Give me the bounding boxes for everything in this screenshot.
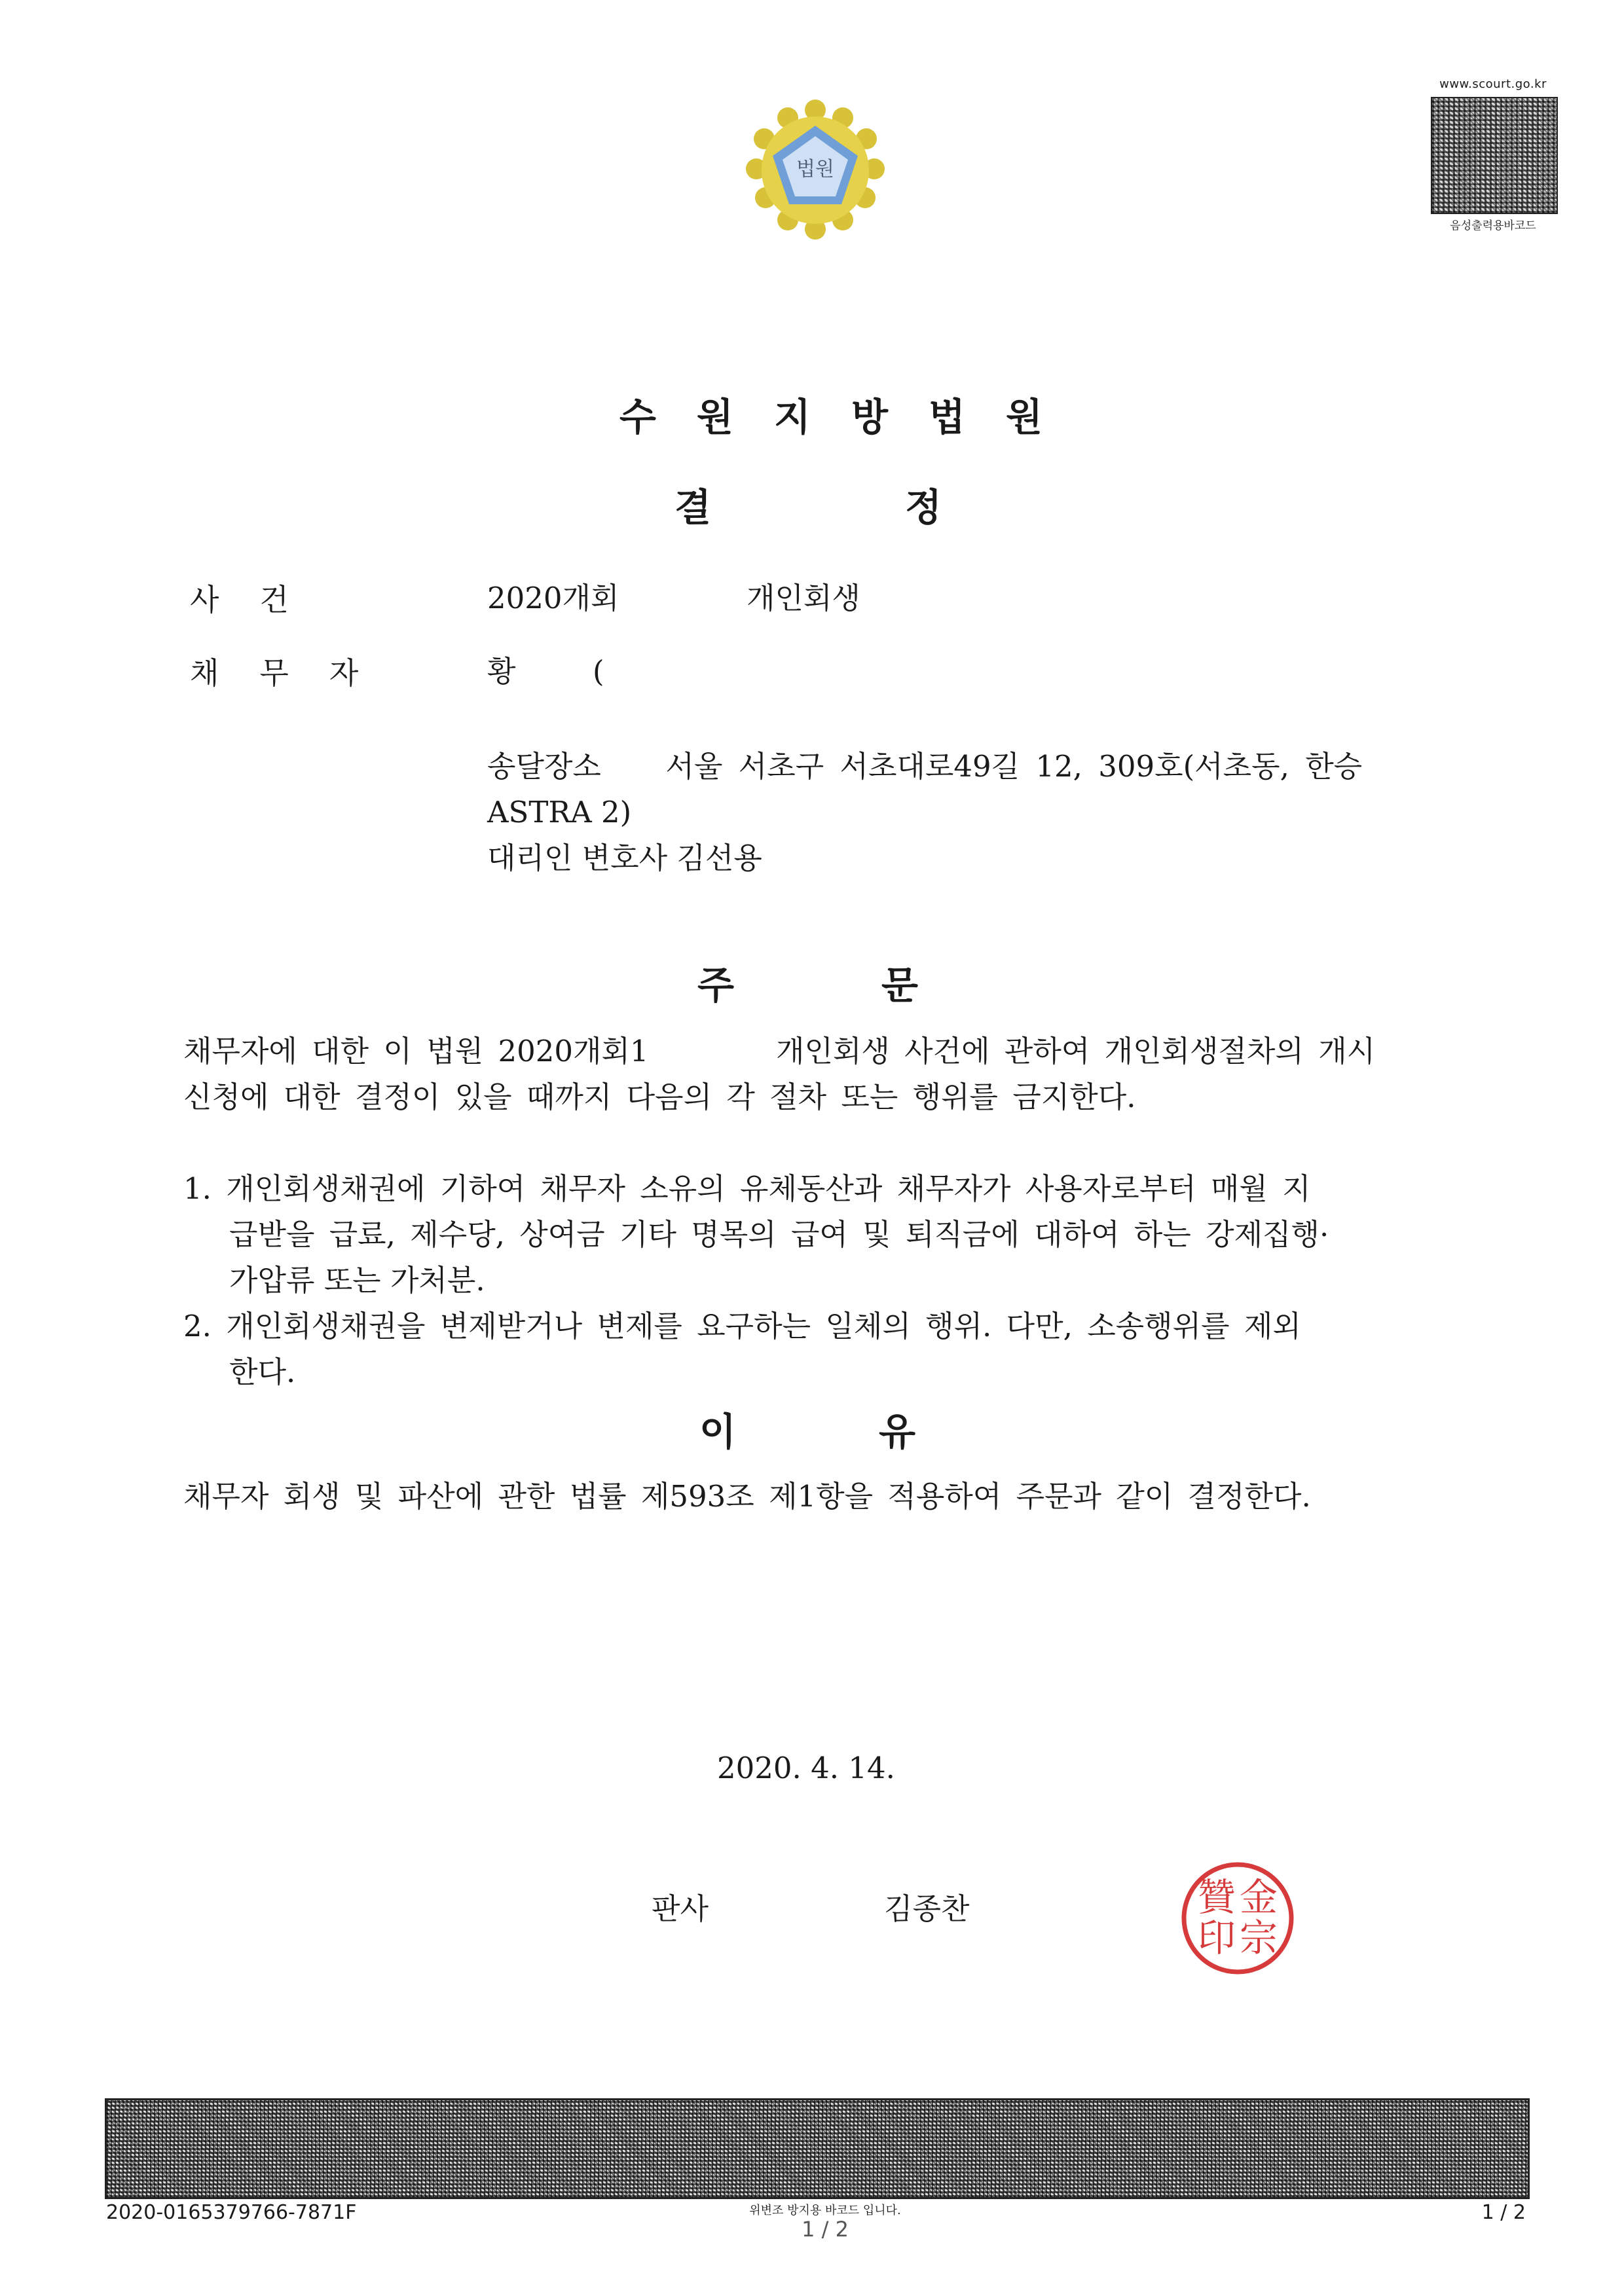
order-item1-line3: 가압류 또는 가처분. <box>229 1263 485 1298</box>
order-item2-line2: 한다. <box>229 1355 296 1389</box>
reason-heading-right: 유 <box>879 1410 916 1454</box>
seal-char-4: 印 <box>1197 1916 1236 1960</box>
order-intro-1b: 개인회생 사건에 관하여 개인회생절차의 개시 <box>776 1034 1376 1068</box>
barcode-note: 위변조 방지용 바코드 입니다. <box>749 2204 901 2217</box>
address-line2: ASTRA 2) <box>487 795 632 829</box>
seal-char-3: 贊 <box>1197 1875 1236 1920</box>
case-number: 2020개회 <box>487 581 619 615</box>
judge-name: 김종찬 <box>884 1891 970 1926</box>
debtor-label: 채무자 <box>190 655 399 691</box>
order-item1-line2: 급받을 급료, 제수당, 상여금 기타 명목의 급여 및 퇴직금에 대하여 하는 강제집행· <box>229 1217 1329 1252</box>
decision-date: 2020. 4. 14. <box>717 1751 895 1785</box>
seal-char-2: 宗 <box>1239 1916 1278 1960</box>
reason-text: 채무자 회생 및 파산에 관한 법률 제593조 제1항을 적용하여 주문과 같이 결정한다. <box>183 1479 1311 1514</box>
order-heading-left: 주 <box>697 963 735 1008</box>
address-label: 송달장소 <box>487 749 601 784</box>
order-heading-right: 문 <box>881 963 919 1008</box>
page-number-right: 1 / 2 <box>1481 2201 1526 2224</box>
judge-seal <box>1179 1859 1297 1977</box>
seal-char-1: 金 <box>1239 1875 1278 1920</box>
voice-output-barcode <box>1431 97 1558 214</box>
doc-type-left: 결 <box>674 485 712 530</box>
court-name: 수원지방법원 <box>619 395 1084 439</box>
agent: 대리인 변호사 김선용 <box>487 841 762 875</box>
anti-forgery-barcode <box>105 2098 1530 2199</box>
debtor-name: 황 <box>487 654 516 689</box>
qr-url: www.scourt.go.kr <box>1439 77 1547 91</box>
order-item1-line1: 1. 개인회생채권에 기하여 채무자 소유의 유체동산과 채무자가 사용자로부터 매월 지 <box>183 1171 1311 1206</box>
emblem-text: 법원 <box>796 158 834 181</box>
doc-id: 2020-0165379766-7871F <box>106 2201 357 2224</box>
qr-label: 음성출력용바코드 <box>1450 219 1536 232</box>
page-number-center: 1 / 2 <box>802 2217 849 2242</box>
order-item2-line1: 2. 개인회생채권을 변제받거나 변제를 요구하는 일체의 행위. 다만, 소송행위를 제외 <box>183 1309 1301 1343</box>
judge-title: 판사 <box>652 1891 709 1926</box>
case-type: 개인회생 <box>747 581 860 615</box>
order-intro-2: 신청에 대한 결정이 있을 때까지 다음의 각 절차 또는 행위를 금지한다. <box>183 1080 1136 1114</box>
debtor-paren: ( <box>593 654 604 689</box>
court-emblem <box>737 92 894 249</box>
order-intro-1a: 채무자에 대한 이 법원 2020개회1 <box>183 1034 649 1068</box>
reason-heading-left: 이 <box>699 1410 737 1454</box>
case-label: 사건 <box>190 582 329 617</box>
address-line1: 서울 서초구 서초대로49길 12, 309호(서초동, 한승 <box>665 749 1363 784</box>
doc-type-right: 정 <box>905 485 942 530</box>
